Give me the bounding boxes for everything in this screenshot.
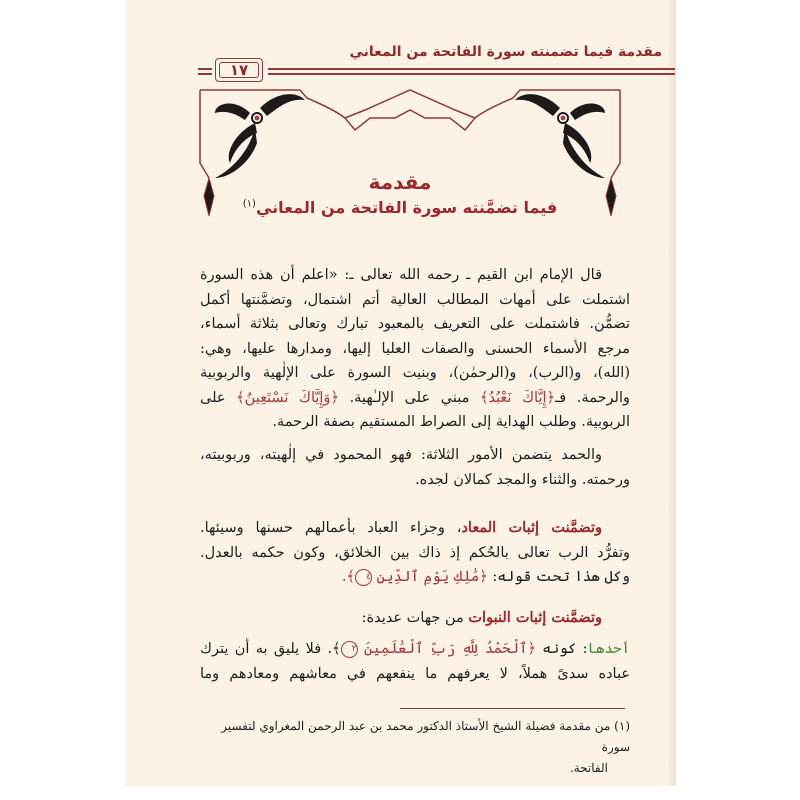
quran-verse: ﴿مَٰلِكِ يَوْمِ ٱلدِّينِ: [376, 569, 488, 585]
quran-verse: ﴿إِيَّاكَ نَعْبُدُ﴾: [479, 389, 556, 406]
text-line: [200, 386, 630, 411]
footnote-marker[interactable]: (١): [242, 198, 256, 210]
header-rule-left: [198, 73, 212, 75]
text-line: مرجع الأسماء الحسنى والصفات العليا إليها، ومدارها عليها، وهي:: [200, 340, 630, 357]
text-span: والرحمة. فـ: [555, 389, 630, 406]
text-line: عباده سدىً هملاً، لا يعرفهم ما ينفعهم في معاشهم ومعادهم وما: [200, 665, 630, 682]
text-span: وكل هذا تحت قوله:: [487, 569, 630, 585]
page-edge-shadow: [668, 0, 676, 786]
quran-verse: ﴿ٱلْحَمْدُ لِلَّهِ رَبِّ ٱلْعَٰلَمِينَ: [363, 641, 536, 657]
paragraph-3: [200, 516, 630, 590]
paragraph-2: [200, 443, 630, 492]
text-line: [200, 565, 630, 590]
paragraph-1: [200, 263, 630, 435]
text-span: ﴾. فلا يليق به أن يترك: [200, 641, 341, 657]
footnote-text: من مقدمة فضيلة الشيخ الأستاذ الدكتور محمد بن عبد الرحمن المغراوي لتفسير سورة: [221, 719, 630, 754]
header-rule: [268, 68, 675, 70]
text-line: (الله)، و(الرب)، و(الرحمٰن)، وبنيت السورة على الإلٰهية والربوبية: [200, 365, 630, 381]
footnote-text: الفاتحة.: [569, 761, 608, 775]
verse-number-medallion-icon: ٢: [341, 641, 358, 658]
text-line: والحمد يتضمن الأمور الثلاثة: فهو المحمود في إلٰهيته، وربوبيته،: [200, 447, 602, 463]
running-header: [205, 44, 675, 68]
paragraph-5: [200, 637, 630, 686]
text-span: على: [200, 389, 237, 406]
highlighted-phrase: وتضمَّنت إثبات النبوات: [468, 609, 602, 626]
verse-close: ﴾.: [341, 569, 355, 585]
footnote-separator: [400, 708, 625, 709]
text-line: ورحمته. والثناء والمجد كمالان لجده.: [414, 471, 630, 488]
text-line: [200, 516, 630, 541]
chapter-subtitle-text: فيما تضمَّنته سورة الفاتحة من المعاني: [255, 198, 558, 217]
footnote-number: (١): [614, 719, 630, 733]
text-span: ، وجزاء العباد بأعمالهم حسنها وسيئها.: [200, 520, 462, 536]
text-line: تضمُّن. فاشتملت على التعريف بالمعبود تبارك وتعالى بثلاثة أسماء،: [200, 316, 630, 332]
text-line: [200, 637, 630, 662]
text-line: قال الإمام ابن القيم ـ رحمه الله تعالى ـ: «اعلم أن هذه السورة: [200, 267, 602, 283]
text-line: الربوبية. وطلب الهداية إلى الصراط المستقيم بصفة الرحمة.: [272, 414, 630, 430]
footnote-line: [200, 716, 630, 758]
highlighted-phrase: وتضمَّنت إثبات المعاد: [461, 519, 602, 536]
text-span: : كونه: [535, 641, 588, 657]
text-line: [200, 606, 630, 631]
text-span: مبني على الإلـٰهية.: [338, 389, 480, 406]
header-rule-left: [198, 68, 212, 70]
header-rule: [268, 73, 675, 75]
chapter-title: مقدمة: [368, 170, 432, 194]
verse-number-medallion-icon: ٤: [355, 569, 372, 586]
chapter-subtitle: [125, 198, 675, 217]
footnote-line: [200, 758, 630, 779]
text-line: وتفرُّد الرب تعالى بالحُكم إذ ذاك بين الخلائق، وكون حكمه بالعدل.: [200, 544, 630, 561]
running-head-title: مقدمة فيما تضمنته سورة الفاتحة من المعاني: [349, 44, 662, 60]
page-number: ١٧: [229, 61, 249, 79]
footnote: [200, 716, 630, 779]
paragraph-4: [200, 606, 630, 631]
quran-verse: ﴿وَإِيَّاكَ نَسْتَعِينُ﴾: [236, 389, 339, 406]
text-line: اشتملت على أمهات المطالب العالية أتم اشتمال، وتضمَّنتها أكمل: [200, 291, 630, 308]
page-number-frame: [215, 58, 263, 82]
point-label: أحدها: [587, 641, 630, 657]
text-span: من جهات عديدة:: [361, 610, 469, 626]
